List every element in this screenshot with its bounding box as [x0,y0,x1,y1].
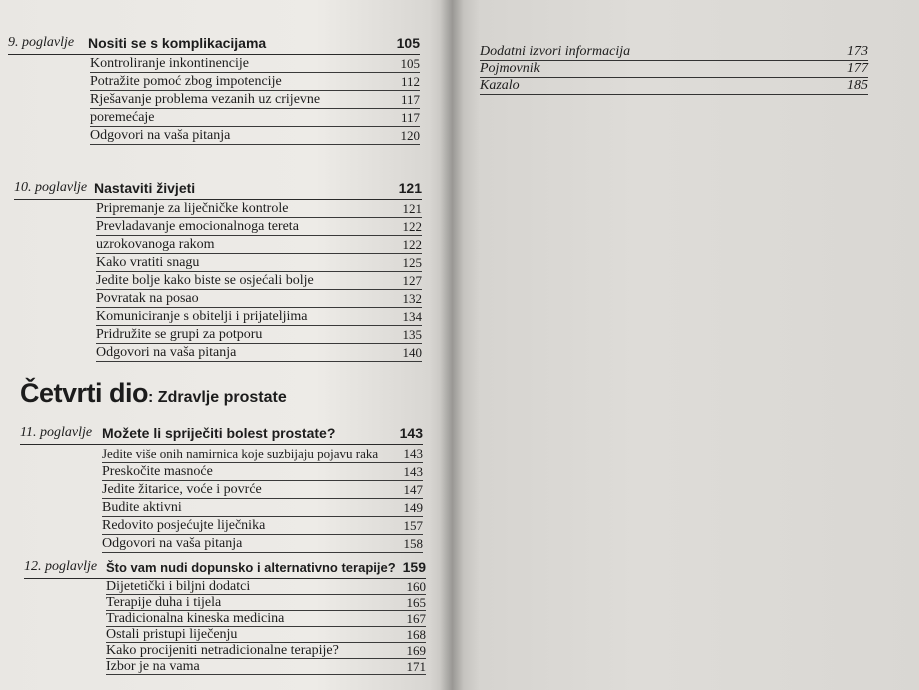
entry-title: Komuniciranje s obitelji i prijateljima [96,309,308,324]
chapter-title: Što vam nudi dopunsko i alternativno terapije? [106,560,396,575]
entry-title: Izbor je na vama [106,659,200,674]
chapter-10 [14,177,422,362]
entry-title: Kako procijeniti netradicionalne terapije? [106,643,339,658]
entry-page: 160 [406,579,426,594]
toc-entry[interactable] [90,127,420,145]
entry-page: 143 [403,446,423,461]
chapter-page: 143 [399,425,423,441]
entry-page: 132 [402,291,422,306]
right-page [452,0,919,690]
part-title-sub: : Zdravlje prostate [148,389,287,406]
entry-title: Potražite pomoć zbog impotencije [90,74,282,89]
chapter-heading [8,32,420,55]
toc-entry[interactable] [90,55,420,73]
entry-page: 143 [403,464,423,479]
toc-entry[interactable] [96,308,422,326]
entry-page: 112 [400,74,420,89]
entry-page: 147 [403,482,423,497]
chapter-number: 9. poglavlje [8,35,75,50]
toc-entry[interactable] [96,272,422,290]
entry-page: 158 [403,536,423,551]
entry-page: 122 [402,219,422,234]
entry-page: 167 [406,611,426,626]
part-title [20,378,287,409]
entry-title: Dodatni izvori informacija [480,44,631,59]
entry-page: 173 [847,44,868,59]
entry-title: Rješavanje problema vezanih uz crijevne [90,92,321,107]
toc-entry[interactable] [96,218,422,236]
toc-entry[interactable] [96,236,422,254]
chapter-title: Nastaviti živjeti [94,180,196,196]
back-matter-list [480,44,868,95]
entry-title: Prevladavanje emocionalnoga tereta [96,219,299,234]
back-matter-entry[interactable] [480,61,868,78]
entry-page: 121 [402,201,422,216]
entry-title: Jedite žitarice, voće i povrće [102,482,262,497]
entry-title: uzrokovanoga rakom [96,237,215,252]
entry-page: 171 [406,659,426,674]
entry-title: Kazalo [480,78,520,93]
back-matter-entry[interactable] [480,44,868,61]
toc-entry[interactable] [96,290,422,308]
toc-entry[interactable] [102,445,423,463]
entry-title: poremećaje [90,110,155,125]
entry-list [96,200,422,362]
chapter-number: 12. poglavlje [24,559,98,574]
toc-entry[interactable] [106,627,426,643]
chapter-title: Nositi se s komplikacijama [88,35,267,51]
entry-page: 117 [400,110,420,125]
entry-title: Pripremanje za liječničke kontrole [96,201,289,216]
toc-entry[interactable] [102,463,423,481]
toc-entry[interactable] [102,517,423,535]
toc-entry[interactable] [102,535,423,553]
entry-title: Dijetetički i biljni dodatci [106,579,251,594]
entry-title: Redovito posjećujte liječnika [102,518,266,533]
entry-page: 125 [402,255,422,270]
toc-entry[interactable] [96,254,422,272]
chapter-9 [8,32,420,145]
toc-entry[interactable] [90,91,420,109]
chapter-page: 121 [398,180,422,196]
chapter-page: 159 [402,559,426,575]
chapter-heading [20,422,423,445]
entry-page: 135 [402,327,422,342]
toc-entry[interactable] [102,499,423,517]
entry-page: 157 [403,518,423,533]
toc-entry[interactable] [106,659,426,675]
toc-entry[interactable] [102,481,423,499]
entry-list [102,445,423,553]
entry-page: 120 [400,128,420,143]
entry-title: Pojmovnik [480,61,540,76]
entry-title: Kako vratiti snagu [96,255,200,270]
entry-title: Kontroliranje inkontinencije [90,56,250,71]
toc-entry[interactable] [106,611,426,627]
back-matter-entry[interactable] [480,78,868,95]
entry-page: 168 [406,627,426,642]
entry-page: 169 [406,643,426,658]
part-title-main: Četvrti dio [20,378,149,408]
chapter-page: 105 [396,35,420,51]
entry-title: Preskočite masnoće [102,464,213,479]
entry-title: Ostali pristupi liječenju [106,627,238,642]
book-gutter [440,0,464,690]
entry-page: 140 [402,345,422,360]
entry-title: Odgovori na vaša pitanja [96,345,237,360]
entry-page: 149 [403,500,423,515]
toc-entry[interactable] [90,109,420,127]
chapter-number: 10. poglavlje [14,180,88,195]
entry-title: Jedite više onih namirnica koje suzbijaju pojavu raka [102,446,379,461]
chapter-heading [24,556,426,579]
entry-page: 165 [406,595,426,610]
chapter-number: 11. poglavlje [20,425,93,440]
entry-list [90,55,420,145]
entry-title: Tradicionalna kineska medicina [106,611,285,626]
toc-entry[interactable] [96,200,422,218]
chapter-11 [20,422,423,553]
entry-title: Odgovori na vaša pitanja [90,128,231,143]
entry-title: Pridružite se grupi za potporu [96,327,263,342]
entry-title: Povratak na posao [96,291,199,306]
entry-page: 185 [847,78,868,93]
entry-title: Terapije duha i tijela [106,595,222,610]
toc-entry[interactable] [90,73,420,91]
chapter-heading [14,177,422,200]
toc-entry[interactable] [96,344,422,362]
entry-page: 105 [400,56,420,71]
entry-page: 177 [847,61,868,76]
entry-title: Jedite bolje kako biste se osjećali bolje [96,273,314,288]
chapter-12 [24,556,426,675]
entry-page: 127 [402,273,422,288]
toc-entry[interactable] [106,643,426,659]
toc-entry[interactable] [106,595,426,611]
entry-page: 134 [402,309,422,324]
entry-title: Odgovori na vaša pitanja [102,536,243,551]
entry-page: 122 [402,237,422,252]
entry-title: Budite aktivni [102,500,182,515]
toc-entry[interactable] [96,326,422,344]
entry-page: 117 [400,92,420,107]
chapter-title: Možete li spriječiti bolest prostate? [102,425,336,441]
toc-entry[interactable] [106,579,426,595]
entry-list [106,579,426,675]
